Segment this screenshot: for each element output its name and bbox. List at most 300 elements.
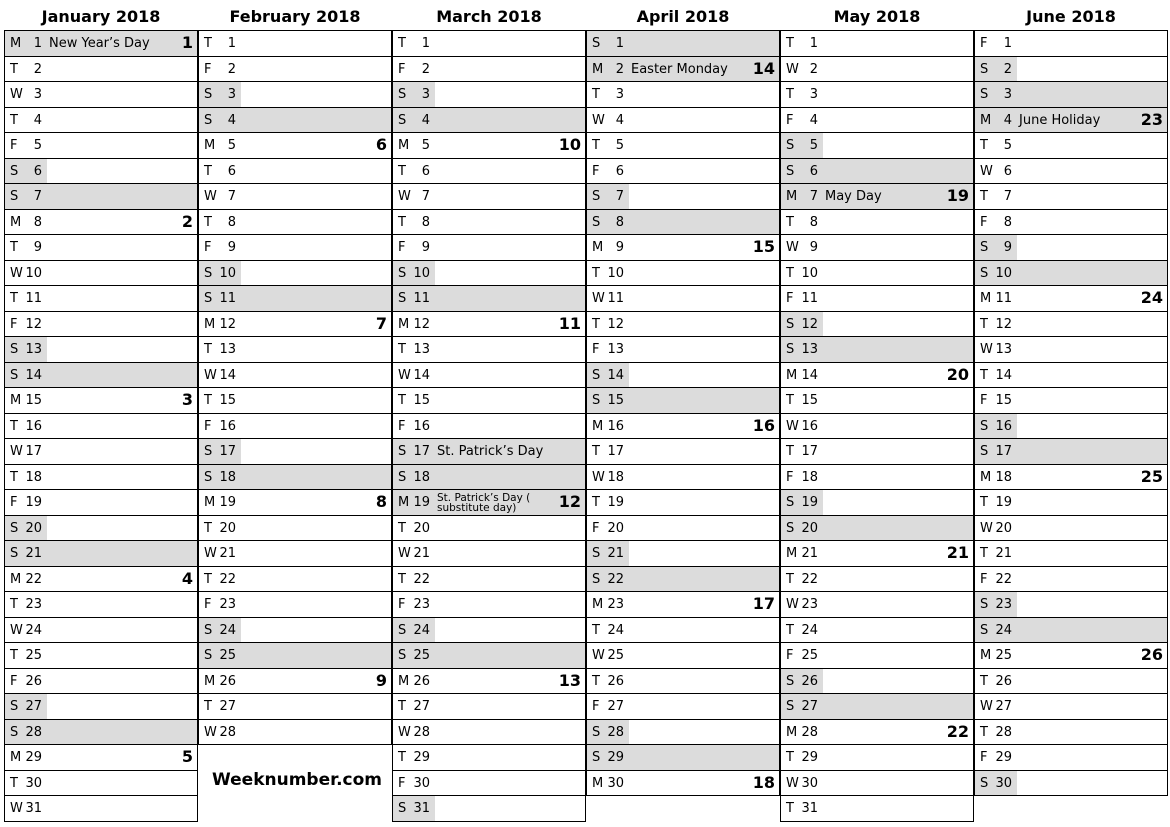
day-number: 29 — [413, 750, 430, 765]
day-number: 18 — [995, 469, 1012, 485]
day-number: 9 — [1003, 240, 1012, 255]
weekday-letter: T — [204, 699, 212, 714]
weekday-letter: W — [592, 112, 605, 128]
day-number: 4 — [33, 112, 42, 128]
day-row — [586, 771, 780, 797]
weekday-letter: W — [592, 648, 605, 663]
weekday-letter: T — [786, 265, 794, 281]
day-number: 26 — [607, 673, 624, 689]
day-row — [780, 567, 974, 593]
weekday-letter: W — [204, 367, 217, 383]
day-number: 8 — [1003, 214, 1012, 230]
weekday-letter: S — [10, 724, 19, 740]
weekday-letter: M — [786, 546, 798, 561]
weekday-letter: W — [10, 444, 23, 459]
day-row — [392, 745, 586, 771]
day-row — [974, 235, 1168, 261]
weekday-letter: M — [204, 495, 216, 510]
day-row — [392, 184, 586, 210]
day-row — [198, 210, 392, 236]
month-column — [4, 4, 198, 822]
day-number: 26 — [219, 673, 236, 689]
day-row — [780, 286, 974, 312]
day-row — [586, 745, 780, 771]
day-number: 8 — [421, 214, 430, 230]
day-row — [198, 31, 392, 57]
weekday-letter: M — [980, 648, 992, 663]
weekday-letter: T — [398, 163, 406, 179]
day-row — [974, 108, 1168, 134]
weekday-letter: T — [398, 699, 406, 714]
day-number: 20 — [25, 520, 42, 536]
day-row — [974, 567, 1168, 593]
day-number: 31 — [801, 801, 818, 816]
day-row — [198, 133, 392, 159]
day-row — [392, 796, 586, 822]
day-number: 7 — [421, 189, 430, 204]
weekday-letter: F — [980, 36, 988, 51]
day-row — [586, 337, 780, 363]
week-number: 24 — [1140, 288, 1163, 307]
week-number: 4 — [181, 568, 193, 588]
weekday-letter: S — [204, 112, 213, 128]
day-row — [198, 337, 392, 363]
day-number: 22 — [219, 571, 236, 587]
day-number: 22 — [995, 571, 1012, 587]
weekday-letter: W — [204, 189, 217, 204]
day-row — [974, 388, 1168, 414]
weekday-letter: S — [204, 87, 213, 102]
day-number: 3 — [615, 87, 624, 102]
weekday-letter: W — [980, 699, 993, 714]
day-row — [780, 312, 974, 338]
week-number: 26 — [1140, 645, 1163, 664]
day-number: 9 — [421, 240, 430, 255]
day-number: 7 — [33, 189, 42, 204]
day-row — [392, 388, 586, 414]
day-number: 30 — [995, 775, 1012, 791]
day-row — [198, 286, 392, 312]
day-number: 2 — [33, 61, 42, 77]
day-number: 16 — [607, 418, 624, 434]
day-number: 17 — [995, 444, 1012, 459]
weekday-letter: S — [398, 265, 407, 281]
weekday-letter: S — [204, 291, 213, 306]
day-row — [392, 694, 586, 720]
day-row — [392, 720, 586, 746]
day-row — [780, 82, 974, 108]
day-row — [198, 82, 392, 108]
day-number: 12 — [801, 316, 818, 332]
day-row — [392, 31, 586, 57]
day-number: 4 — [809, 112, 818, 128]
day-number: 21 — [25, 546, 42, 561]
day-number: 28 — [25, 724, 42, 740]
day-row — [4, 490, 198, 516]
week-number: 16 — [752, 415, 775, 435]
month-title: April 2018 — [636, 7, 730, 26]
day-number: 19 — [219, 495, 236, 510]
day-number: 21 — [801, 546, 818, 561]
day-row — [392, 363, 586, 389]
day-number: 20 — [995, 520, 1012, 536]
weekday-letter: S — [398, 87, 407, 102]
day-number: 14 — [219, 367, 236, 383]
day-number: 30 — [413, 775, 430, 791]
holiday-label: June Holiday — [1019, 112, 1101, 128]
day-row — [586, 414, 780, 440]
day-row — [974, 363, 1168, 389]
week-number: 20 — [946, 364, 969, 384]
day-row — [198, 618, 392, 644]
day-row — [586, 108, 780, 134]
day-row — [198, 567, 392, 593]
weekday-letter: M — [204, 316, 216, 332]
weekday-letter: T — [10, 112, 18, 128]
weekday-letter: S — [592, 393, 601, 408]
weekday-letter: M — [398, 138, 410, 153]
day-list — [586, 30, 780, 796]
day-number: 7 — [615, 189, 624, 204]
day-row — [198, 643, 392, 669]
weekday-letter: S — [204, 469, 213, 485]
day-number: 13 — [995, 342, 1012, 357]
day-number: 3 — [421, 87, 430, 102]
day-number: 4 — [227, 112, 236, 128]
weekday-letter: S — [786, 673, 795, 689]
day-row — [780, 720, 974, 746]
weekday-letter: T — [10, 775, 18, 791]
day-row — [4, 235, 198, 261]
brand-label: Weeknumber.com — [211, 770, 383, 790]
day-number: 13 — [219, 342, 236, 357]
weekday-letter: M — [592, 240, 604, 255]
day-row — [4, 210, 198, 236]
day-row — [586, 133, 780, 159]
day-row — [4, 618, 198, 644]
day-number: 1 — [615, 36, 624, 51]
weekday-letter: W — [204, 546, 217, 561]
weekday-letter: S — [398, 622, 407, 638]
day-number: 27 — [219, 699, 236, 714]
weekday-letter: T — [786, 393, 794, 408]
weekday-letter: S — [592, 546, 601, 561]
weekday-letter: T — [204, 571, 212, 587]
day-number: 1 — [227, 36, 236, 51]
weekday-letter: T — [398, 342, 406, 357]
month-title: February 2018 — [229, 7, 361, 26]
day-number: 18 — [801, 469, 818, 485]
weekday-letter: M — [10, 36, 22, 51]
day-number: 16 — [801, 418, 818, 434]
day-row — [974, 31, 1168, 57]
day-number: 2 — [227, 61, 236, 77]
weekday-letter: T — [204, 214, 212, 230]
weekday-letter: M — [786, 189, 798, 204]
week-number: 6 — [375, 135, 387, 154]
day-number: 7 — [1003, 189, 1012, 204]
day-row — [4, 261, 198, 287]
day-row — [974, 490, 1168, 516]
day-number: 24 — [219, 622, 236, 638]
day-list — [780, 30, 974, 822]
weekday-letter: F — [204, 418, 212, 434]
day-row — [198, 57, 392, 83]
weekday-letter: T — [980, 673, 988, 689]
weekday-letter: T — [398, 520, 406, 536]
weekday-letter: S — [980, 597, 989, 612]
day-number: 20 — [607, 520, 624, 536]
day-row — [392, 771, 586, 797]
day-number: 2 — [615, 61, 624, 77]
weekday-letter: T — [10, 418, 18, 434]
day-number: 11 — [25, 291, 42, 306]
day-number: 18 — [25, 469, 42, 485]
day-number: 25 — [995, 648, 1012, 663]
weekday-letter: T — [592, 316, 600, 332]
weekday-letter: T — [980, 724, 988, 740]
day-row — [780, 618, 974, 644]
weekday-letter: W — [204, 724, 217, 740]
day-number: 8 — [615, 214, 624, 230]
day-number: 27 — [413, 699, 430, 714]
weekday-letter: T — [204, 520, 212, 536]
weekday-letter: T — [592, 622, 600, 638]
weekday-letter: F — [398, 61, 406, 77]
weekday-letter: F — [10, 495, 18, 510]
day-row — [586, 82, 780, 108]
day-number: 21 — [219, 546, 236, 561]
day-row — [974, 82, 1168, 108]
day-row — [392, 516, 586, 542]
day-row — [4, 388, 198, 414]
week-number: 18 — [752, 772, 775, 792]
day-row — [392, 261, 586, 287]
day-row — [4, 312, 198, 338]
day-row — [586, 31, 780, 57]
day-row — [4, 184, 198, 210]
day-number: 1 — [33, 36, 42, 51]
weekday-letter: T — [204, 36, 212, 51]
weekday-letter: S — [398, 444, 407, 459]
day-number: 19 — [801, 495, 818, 510]
weekday-letter: M — [980, 112, 992, 128]
day-number: 28 — [607, 724, 624, 740]
day-row — [198, 592, 392, 618]
day-number: 28 — [995, 724, 1012, 740]
day-row — [780, 592, 974, 618]
day-row — [780, 439, 974, 465]
week-number: 25 — [1140, 466, 1163, 486]
day-number: 22 — [801, 571, 818, 587]
day-number: 14 — [25, 367, 42, 383]
week-number: 13 — [558, 670, 581, 690]
weekday-letter: F — [592, 163, 600, 179]
day-number: 16 — [995, 418, 1012, 434]
day-row — [4, 133, 198, 159]
weekday-letter: T — [786, 444, 794, 459]
day-number: 21 — [995, 546, 1012, 561]
weekday-letter: M — [398, 316, 410, 332]
day-row — [586, 286, 780, 312]
weekday-letter: T — [592, 265, 600, 281]
weekday-letter: T — [592, 673, 600, 689]
weekday-letter: S — [980, 444, 989, 459]
day-number: 29 — [25, 750, 42, 765]
weekday-letter: T — [10, 648, 18, 663]
day-number: 11 — [607, 291, 624, 306]
month-column — [198, 4, 392, 745]
day-row — [392, 618, 586, 644]
day-row — [4, 31, 198, 57]
day-row — [586, 490, 780, 516]
day-row — [198, 108, 392, 134]
weekday-letter: W — [10, 87, 23, 102]
day-row — [780, 235, 974, 261]
weekday-letter: T — [204, 393, 212, 408]
day-row — [198, 235, 392, 261]
weekday-letter: S — [398, 648, 407, 663]
week-number: 9 — [375, 670, 387, 690]
weekday-letter: S — [592, 189, 601, 204]
month-column — [586, 4, 780, 796]
day-row — [780, 363, 974, 389]
weekday-letter: S — [204, 265, 213, 281]
week-number: 7 — [375, 313, 387, 333]
day-row — [586, 235, 780, 261]
weekday-letter: T — [786, 571, 794, 587]
weekday-letter: W — [10, 622, 23, 638]
day-row — [974, 745, 1168, 771]
day-number: 24 — [995, 622, 1012, 638]
weekday-letter: W — [398, 546, 411, 561]
holiday-label: St. Patrick’s Day — [437, 444, 544, 459]
weekday-letter: T — [10, 597, 18, 612]
day-row — [780, 541, 974, 567]
weekday-letter: S — [980, 622, 989, 638]
weekday-letter: F — [10, 316, 18, 332]
day-number: 26 — [413, 673, 430, 689]
weekday-letter: T — [980, 546, 988, 561]
day-row — [392, 210, 586, 236]
day-number: 20 — [219, 520, 236, 536]
weekday-letter: S — [980, 87, 989, 102]
week-number: 5 — [181, 747, 193, 766]
day-number: 20 — [801, 520, 818, 536]
weekday-letter: M — [398, 495, 410, 510]
day-row — [780, 796, 974, 822]
weekday-letter: S — [398, 469, 407, 485]
weekday-letter: M — [204, 138, 216, 153]
day-number: 25 — [25, 648, 42, 663]
day-number: 5 — [227, 138, 236, 153]
day-number: 13 — [413, 342, 430, 357]
day-row — [974, 337, 1168, 363]
week-number: 12 — [558, 492, 581, 511]
day-number: 14 — [413, 367, 430, 383]
day-number: 24 — [25, 622, 42, 638]
weekday-letter: T — [204, 342, 212, 357]
weekday-letter: S — [398, 801, 407, 816]
day-row — [780, 669, 974, 695]
day-number: 15 — [607, 393, 624, 408]
day-number: 5 — [1003, 138, 1012, 153]
day-row — [4, 720, 198, 746]
day-list — [392, 30, 586, 822]
weekday-letter: S — [592, 36, 601, 51]
day-row — [586, 516, 780, 542]
weekday-letter: F — [786, 648, 794, 663]
day-number: 11 — [413, 291, 430, 306]
day-number: 10 — [219, 265, 236, 281]
day-number: 19 — [995, 495, 1012, 510]
weekday-letter: W — [980, 520, 993, 536]
day-row — [780, 516, 974, 542]
day-number: 3 — [227, 87, 236, 102]
weekday-letter: M — [786, 367, 798, 383]
weekday-letter: T — [10, 291, 18, 306]
weekday-letter: T — [592, 444, 600, 459]
day-number: 3 — [1003, 87, 1012, 102]
day-number: 2 — [421, 61, 430, 77]
weekday-letter: W — [786, 240, 799, 255]
day-row — [392, 439, 586, 465]
day-number: 13 — [801, 342, 818, 357]
day-number: 26 — [995, 673, 1012, 689]
day-row — [392, 312, 586, 338]
day-row — [974, 210, 1168, 236]
weekday-letter: W — [786, 418, 799, 434]
day-number: 29 — [801, 750, 818, 765]
day-row — [780, 414, 974, 440]
weekday-letter: F — [10, 673, 18, 689]
day-number: 27 — [801, 699, 818, 714]
week-number: 8 — [375, 492, 387, 511]
week-number: 2 — [181, 211, 193, 231]
weekday-letter: T — [980, 138, 988, 153]
day-number: 4 — [615, 112, 624, 128]
week-number: 22 — [946, 721, 969, 741]
weekday-letter: F — [592, 699, 600, 714]
day-row — [780, 465, 974, 491]
day-number: 2 — [1003, 61, 1012, 77]
day-number: 30 — [801, 775, 818, 791]
weekday-letter: T — [10, 469, 18, 485]
day-number: 24 — [607, 622, 624, 638]
weekday-letter: M — [10, 750, 22, 765]
day-row — [586, 184, 780, 210]
month-title: May 2018 — [833, 7, 921, 26]
holiday-label: New Year’s Day — [49, 36, 150, 51]
weekday-letter: T — [398, 214, 406, 230]
day-number: 10 — [25, 265, 42, 281]
month-title: June 2018 — [1026, 7, 1116, 26]
day-number: 19 — [607, 495, 624, 510]
weekday-letter: W — [592, 469, 605, 485]
weekday-letter: T — [398, 750, 406, 765]
day-number: 5 — [809, 138, 818, 153]
day-number: 18 — [219, 469, 236, 485]
weekday-letter: S — [398, 291, 407, 306]
weekday-letter: S — [980, 265, 989, 281]
weekday-letter: S — [10, 520, 19, 536]
day-row — [392, 286, 586, 312]
day-number: 21 — [607, 546, 624, 561]
weekday-letter: S — [786, 699, 795, 714]
day-number: 13 — [607, 342, 624, 357]
day-number: 30 — [25, 775, 42, 791]
day-number: 3 — [33, 87, 42, 102]
